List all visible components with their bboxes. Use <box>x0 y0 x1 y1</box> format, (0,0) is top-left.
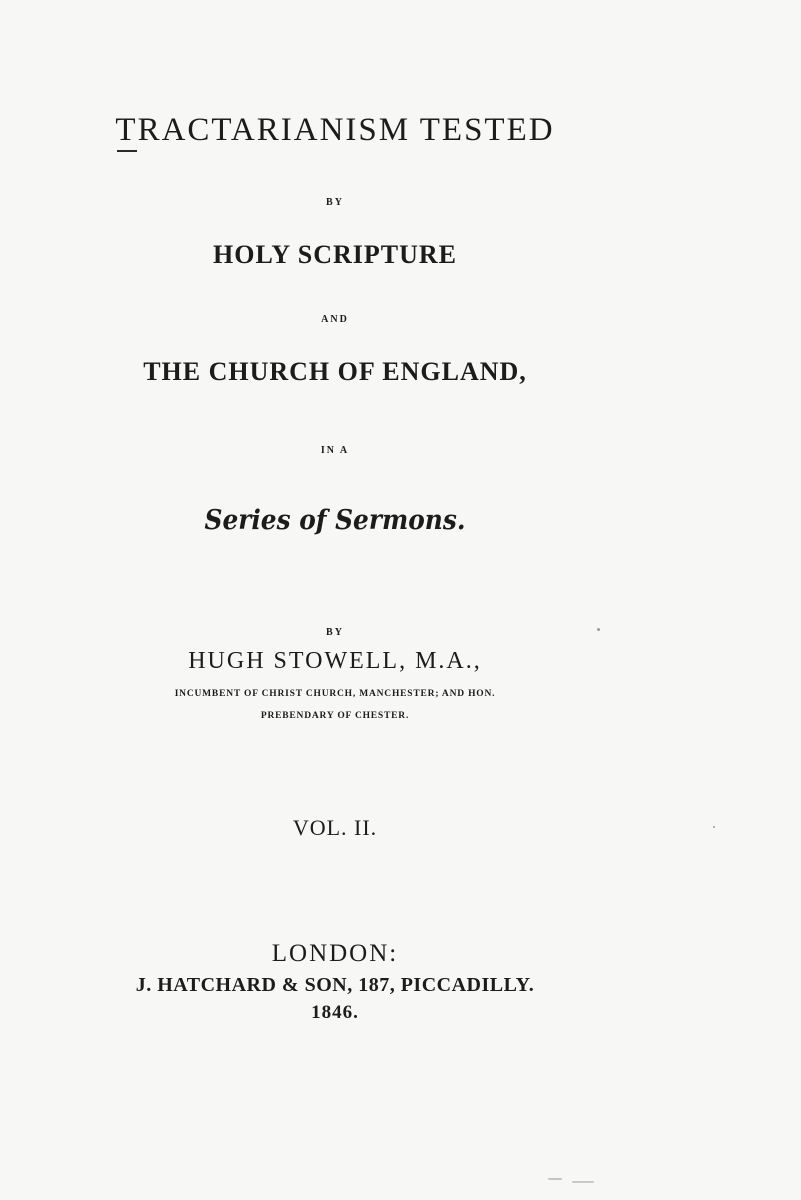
author-name: HUGH STOWELL, M.A., <box>188 648 482 674</box>
by-label-1: BY <box>326 197 344 208</box>
title-initial-underline <box>117 150 137 152</box>
main-title: TRACTARIANISM TESTED <box>115 112 555 148</box>
author-credential-line-2: PREBENDARY OF CHESTER. <box>260 711 410 721</box>
subtitle-holy-scripture: HOLY SCRIPTURE <box>213 240 457 269</box>
and-label: AND <box>321 314 349 325</box>
in-a-label: IN A <box>320 445 350 456</box>
volume-number: VOL. II. <box>292 815 378 840</box>
imprint-publisher: J. HATCHARD & SON, 187, PICCADILLY. <box>135 974 535 996</box>
scan-speck <box>713 826 715 828</box>
scan-speck <box>597 628 600 631</box>
by-label-2: BY <box>326 627 344 638</box>
subtitle-church-of-england: THE CHURCH OF ENGLAND, <box>143 357 527 386</box>
scan-speck <box>572 1181 594 1183</box>
imprint-city: LONDON: <box>271 940 399 967</box>
imprint-year: 1846. <box>311 1002 359 1023</box>
author-credential-line-1: INCUMBENT OF CHRIST CHURCH, MANCHESTER; AND HON. <box>174 689 496 699</box>
scan-speck <box>548 1178 562 1180</box>
series-of-sermons: Series of Sermons. <box>204 505 466 536</box>
